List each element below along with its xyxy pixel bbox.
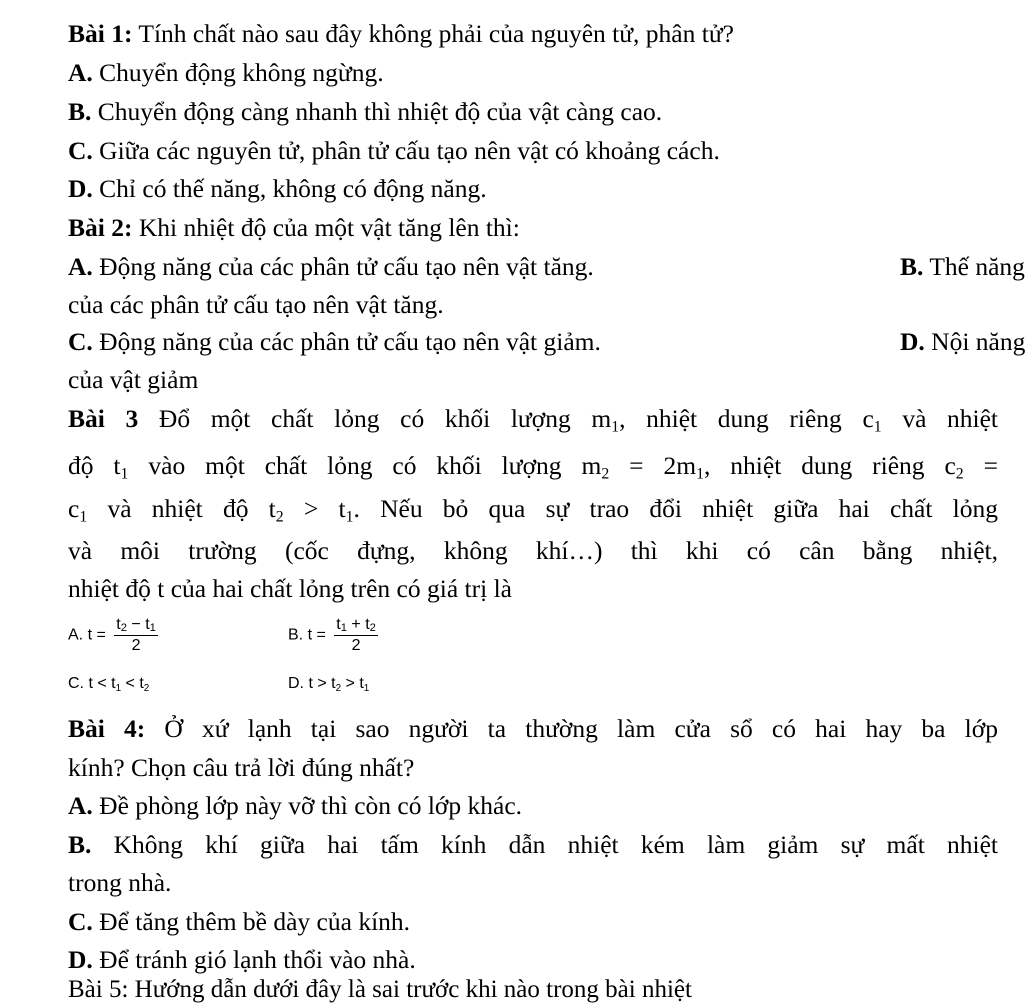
q1-option-d	[68, 173, 998, 205]
q4-option-a-text: Đề phòng lớp này vỡ thì còn có lớp khác.	[99, 791, 523, 820]
next-question-cutoff-text: Bài 5: Hướng dẫn dưới đây là sai trước khi nào trong bài nhiệt	[68, 976, 692, 1003]
q1-option-d-text: Chỉ có thế năng, không có động năng.	[99, 174, 487, 203]
q4-label: Bài 4:	[68, 714, 146, 743]
q3-l2-sub: 1	[120, 465, 129, 483]
q3-label: Bài 3	[68, 404, 139, 433]
q2-option-d-text-1: Nội năng	[931, 327, 1025, 356]
opt-sub: 1	[363, 682, 370, 694]
q2-option-b-text-2: của các phân tử cấu tạo nên vật tăng.	[68, 290, 444, 319]
q1-text: Tính chất nào sau đây không phải của nguyên tử, phân tử?	[138, 19, 734, 48]
num-part: + t	[346, 616, 370, 633]
q2-option-d	[900, 326, 1025, 358]
q3-option-b-numerator	[334, 615, 378, 636]
q4-line-1	[68, 713, 998, 745]
q3-line-5-text: nhiệt độ t của hai chất lỏng trên có giá trị là	[68, 574, 512, 603]
opt-part: < t	[121, 675, 144, 692]
q2-option-a-text: Động năng của các phân tử cấu tạo nên vật tăng.	[99, 252, 594, 281]
q3-line-3	[68, 493, 998, 525]
num-part: − t	[126, 616, 150, 633]
num-part: t	[336, 616, 341, 633]
q3-option-a-label: A.	[68, 626, 84, 644]
q3-option-b	[288, 615, 378, 656]
q4-option-c	[68, 906, 998, 938]
q2-option-b-text-1: Thế năng	[929, 252, 1025, 281]
q3-option-b-denominator: 2	[351, 637, 361, 654]
q3-l1-part: , nhiệt dung riêng c	[619, 404, 874, 433]
q3-l2-sub: 2	[601, 465, 610, 483]
q3-line-2	[68, 450, 998, 482]
next-question-cutoff	[68, 974, 1008, 1003]
q3-line-4-text: và môi trường (cốc đựng, không khí…) thì khi có cân bằng nhiệt,	[68, 536, 998, 565]
q3-option-a-lhs: t =	[87, 626, 106, 644]
q1-option-a-text: Chuyển động không ngừng.	[99, 58, 384, 87]
q4-option-b	[68, 829, 998, 861]
q2-option-c-label: C.	[68, 327, 93, 356]
q3-l2-sub: 1	[696, 465, 704, 483]
q4-option-c-label: C.	[68, 907, 93, 936]
q3-l2-part: , nhiệt dung riêng c	[703, 451, 956, 480]
q1-option-b	[68, 96, 998, 128]
num-sub: 1	[149, 622, 156, 635]
q1-option-c-text: Giữa các nguyên tử, phân tử cấu tạo nên vật có khoảng cách.	[99, 136, 720, 165]
q2-label: Bài 2:	[68, 213, 133, 242]
q3-l2-part: = 2m	[609, 451, 697, 480]
q3-l3-part: và nhiệt độ t	[87, 494, 276, 523]
q1-option-a	[68, 57, 998, 89]
q3-l3-part: > t	[283, 494, 346, 523]
q3-line-1	[68, 403, 998, 435]
q3-l3-part: . Nếu bỏ qua sự trao đổi nhiệt giữa hai chất lỏng	[353, 494, 999, 523]
q2-option-c-text: Động năng của các phân tử cấu tạo nên vật giảm.	[99, 327, 601, 356]
q2-text: Khi nhiệt độ của một vật tăng lên thì:	[138, 213, 520, 242]
q3-l3-sub: 1	[345, 508, 354, 526]
q2-option-d-text-2: của vật giảm	[68, 365, 199, 394]
q4-option-b-continued	[68, 867, 998, 899]
opt-part: t < t	[88, 675, 116, 692]
q3-l1-part: Đổ một chất lỏng có khối lượng m	[158, 404, 612, 433]
q3-l2-sub: 2	[955, 465, 964, 483]
q3-option-a-denominator: 2	[131, 637, 141, 654]
q4-option-d-text: Để tránh gió lạnh thổi vào nhà.	[99, 945, 416, 974]
opt-sub: 2	[335, 682, 342, 694]
q1-label: Bài 1:	[68, 19, 133, 48]
q1-option-a-label: A.	[68, 58, 93, 87]
q2-option-b-label: B.	[900, 252, 924, 281]
q4-option-d-label: D.	[68, 945, 93, 974]
q2-option-b-continued	[68, 289, 998, 321]
q3-l2-part: độ t	[68, 451, 121, 480]
num-sub: 2	[120, 622, 127, 635]
num-part: t	[116, 616, 121, 633]
q3-option-d	[288, 674, 369, 694]
q4-line-2-text: kính? Chọn câu trả lời đúng nhất?	[68, 753, 415, 782]
q3-option-b-lhs: t =	[307, 626, 326, 644]
q3-option-b-label: B.	[288, 626, 304, 644]
q3-line-5	[68, 573, 998, 605]
q3-l3-part: c	[68, 494, 80, 523]
q4-option-c-text: Để tăng thêm bề dày của kính.	[99, 907, 411, 936]
q3-option-d-label: D.	[288, 675, 304, 692]
q2-stem	[68, 212, 998, 244]
q2-option-d-label: D.	[900, 327, 925, 356]
opt-part: t > t	[308, 675, 336, 692]
q2-option-d-continued	[68, 364, 998, 396]
q3-option-a-fraction	[114, 615, 158, 656]
q3-option-c	[68, 674, 149, 694]
q4-option-d	[68, 944, 998, 976]
q3-option-b-fraction	[334, 615, 378, 656]
q4-option-b-text-1: Không khí giữa hai tấm kính dẫn nhiệt kém làm giảm sự mất nhiệt	[113, 830, 998, 859]
q4-option-b-label: B.	[68, 830, 92, 859]
q1-stem	[68, 18, 998, 50]
q1-option-d-label: D.	[68, 174, 93, 203]
q3-line-4	[68, 535, 998, 567]
q3-l2-part: vào một chất lỏng có khối lượng m	[128, 451, 602, 480]
q2-option-row-cd	[68, 326, 1025, 358]
q3-l1-sub: 1	[611, 418, 620, 436]
num-sub: 1	[340, 622, 347, 635]
q3-l2-part: =	[963, 451, 999, 480]
q1-option-b-text: Chuyển động càng nhanh thì nhiệt độ của vật càng cao.	[97, 97, 663, 126]
q2-option-b	[900, 251, 1025, 283]
q3-l1-part: và nhiệt	[881, 404, 999, 433]
q1-option-b-label: B.	[68, 97, 92, 126]
q3-l1-sub: 1	[873, 418, 882, 436]
opt-sub: 2	[143, 682, 150, 694]
opt-sub: 1	[115, 682, 122, 694]
q4-option-b-text-2: trong nhà.	[68, 868, 172, 897]
q3-option-a	[68, 615, 158, 656]
q2-option-row-ab	[68, 251, 1025, 283]
q4-line-2	[68, 752, 998, 784]
opt-part: > t	[341, 675, 364, 692]
num-sub: 2	[369, 622, 376, 635]
q2-option-a-label: A.	[68, 252, 93, 281]
q4-option-a-label: A.	[68, 791, 93, 820]
q3-l3-sub: 2	[275, 508, 284, 526]
q4-option-a	[68, 790, 998, 822]
q1-option-c	[68, 135, 998, 167]
q4-line-1-text: Ở xứ lạnh tại sao người ta thường làm cửa sổ có hai hay ba lớp	[164, 714, 998, 743]
q3-option-a-numerator	[114, 615, 158, 636]
q3-option-c-label: C.	[68, 675, 84, 692]
q3-l3-sub: 1	[79, 508, 88, 526]
q1-option-c-label: C.	[68, 136, 93, 165]
